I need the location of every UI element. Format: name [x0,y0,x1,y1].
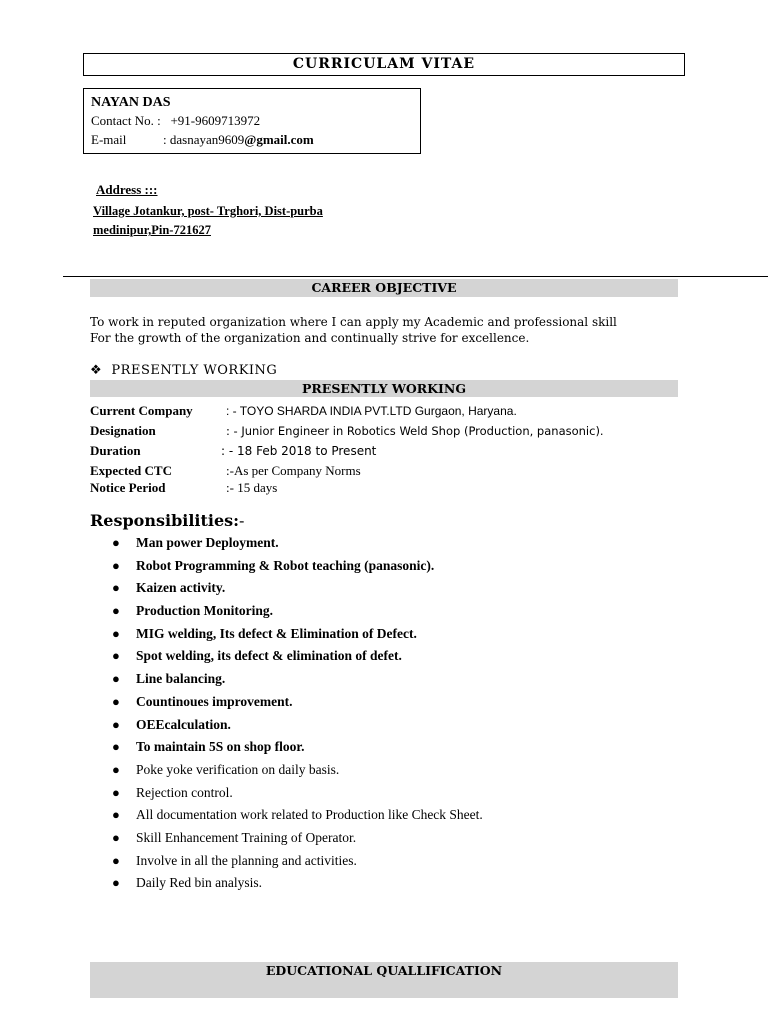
current-company-value: : - TOYO SHARDA INDIA PVT.LTD Gurgaon, Haryana. [226,404,517,418]
address-block [93,202,323,240]
duration-value: : - 18 Feb 2018 to Present [221,444,377,458]
objective-line-1: To work in reputed organization where I can apply my Academic and professional skill [90,315,617,329]
current-company-text: TOYO SHARDA INDIA PVT.LTD Gurgaon, Haryana. [239,404,517,418]
notice-period-value: :- 15 days [226,480,278,495]
phone-value: +91-9609713972 [170,113,261,128]
bullet-icon: ● [112,603,120,619]
notice-period-label: Notice Period [90,480,166,495]
presently-working-heading-text: PRESENTLY WORKING [111,363,278,378]
presently-working-bullet-heading [90,363,277,378]
bullet-icon: ● [112,535,120,550]
expected-ctc-label: Expected CTC [90,463,172,478]
expected-ctc-value: :-As per Company Norms [226,463,361,478]
list-item: ● Countinoues improvement. [112,693,293,709]
address-heading: Address ::: [96,182,158,197]
address-line-1: Village Jotankur, post- Trghori, Dist-purba [93,204,323,218]
list-item: ● Poke yoke verification on daily basis. [112,761,340,777]
email-domain: @gmail.com [244,132,314,147]
list-item: ● Robot Programming & Robot teaching (panasonic). [112,557,435,573]
email-prefix: : dasnayan9609 [163,132,245,147]
designation-label: Designation [90,423,156,438]
candidate-name: NAYAN DAS [91,95,171,110]
list-item: ● Daily Red bin analysis. [112,875,262,891]
address-line-2: medinipur,Pin-721627 [93,223,211,237]
bullet-icon: ● [112,829,120,845]
bullet-icon: ● [112,625,120,641]
bullet-icon: ● [112,784,120,800]
email-label: E-mail [91,132,127,147]
bullet-icon: ● [112,875,120,891]
current-company-label: Current Company [90,403,193,418]
list-item: ● MIG welding, Its defect & Elimination of Defect. [112,625,417,641]
bullet-icon: ● [112,739,120,755]
email-line [91,132,314,148]
presently-working-bar: PRESENTLY WORKING [90,380,678,397]
duration-label: Duration [90,443,141,458]
list-item: ● OEEcalculation. [112,716,231,732]
list-item: ● Rejection control. [112,784,233,800]
bullet-icon: ● [112,580,120,596]
phone-line [91,113,260,129]
bullet-icon: ● [112,693,120,709]
list-item: ● Involve in all the planning and activities. [112,852,357,868]
bullet-icon: ● [112,648,120,664]
bullet-icon: ● [112,761,120,777]
responsibilities-heading [90,511,244,530]
responsibilities-heading-suffix: - [239,511,245,530]
cv-title: CURRICULAM VITAE [83,53,685,76]
list-item: ● Skill Enhancement Training of Operator. [112,829,357,845]
list-item: ● Spot welding, its defect & elimination of defet. [112,648,402,664]
list-item: ● Man power Deployment. [112,535,279,550]
list-item: ● Production Monitoring. [112,603,274,619]
bullet-icon: ● [112,852,120,868]
diamond-bullet-icon: ❖ [90,363,103,378]
educational-qualification-heading: EDUCATIONAL QUALLIFICATION [90,962,678,998]
phone-label: Contact No. : [91,113,161,128]
section-divider [63,276,768,277]
list-item: ● All documentation work related to Production like Check Sheet. [112,807,483,823]
career-objective-heading: CAREER OBJECTIVE [90,279,678,297]
contact-box [83,88,421,154]
list-item: ● Kaizen activity. [112,580,226,596]
bullet-icon: ● [112,807,120,823]
responsibilities-list [112,534,483,897]
bullet-icon: ● [112,557,120,573]
objective-line-2: For the growth of the organization and continually strive for excellence. [90,331,530,345]
list-item: ● Line balancing. [112,671,226,687]
career-objective-text [90,314,617,346]
bullet-icon: ● [112,671,120,687]
bullet-icon: ● [112,716,120,732]
designation-value: : - Junior Engineer in Robotics Weld Shop (Production, panasonic). [226,424,604,438]
list-item: ● To maintain 5S on shop floor. [112,739,305,755]
responsibilities-heading-text: Responsibilities: [90,511,240,530]
